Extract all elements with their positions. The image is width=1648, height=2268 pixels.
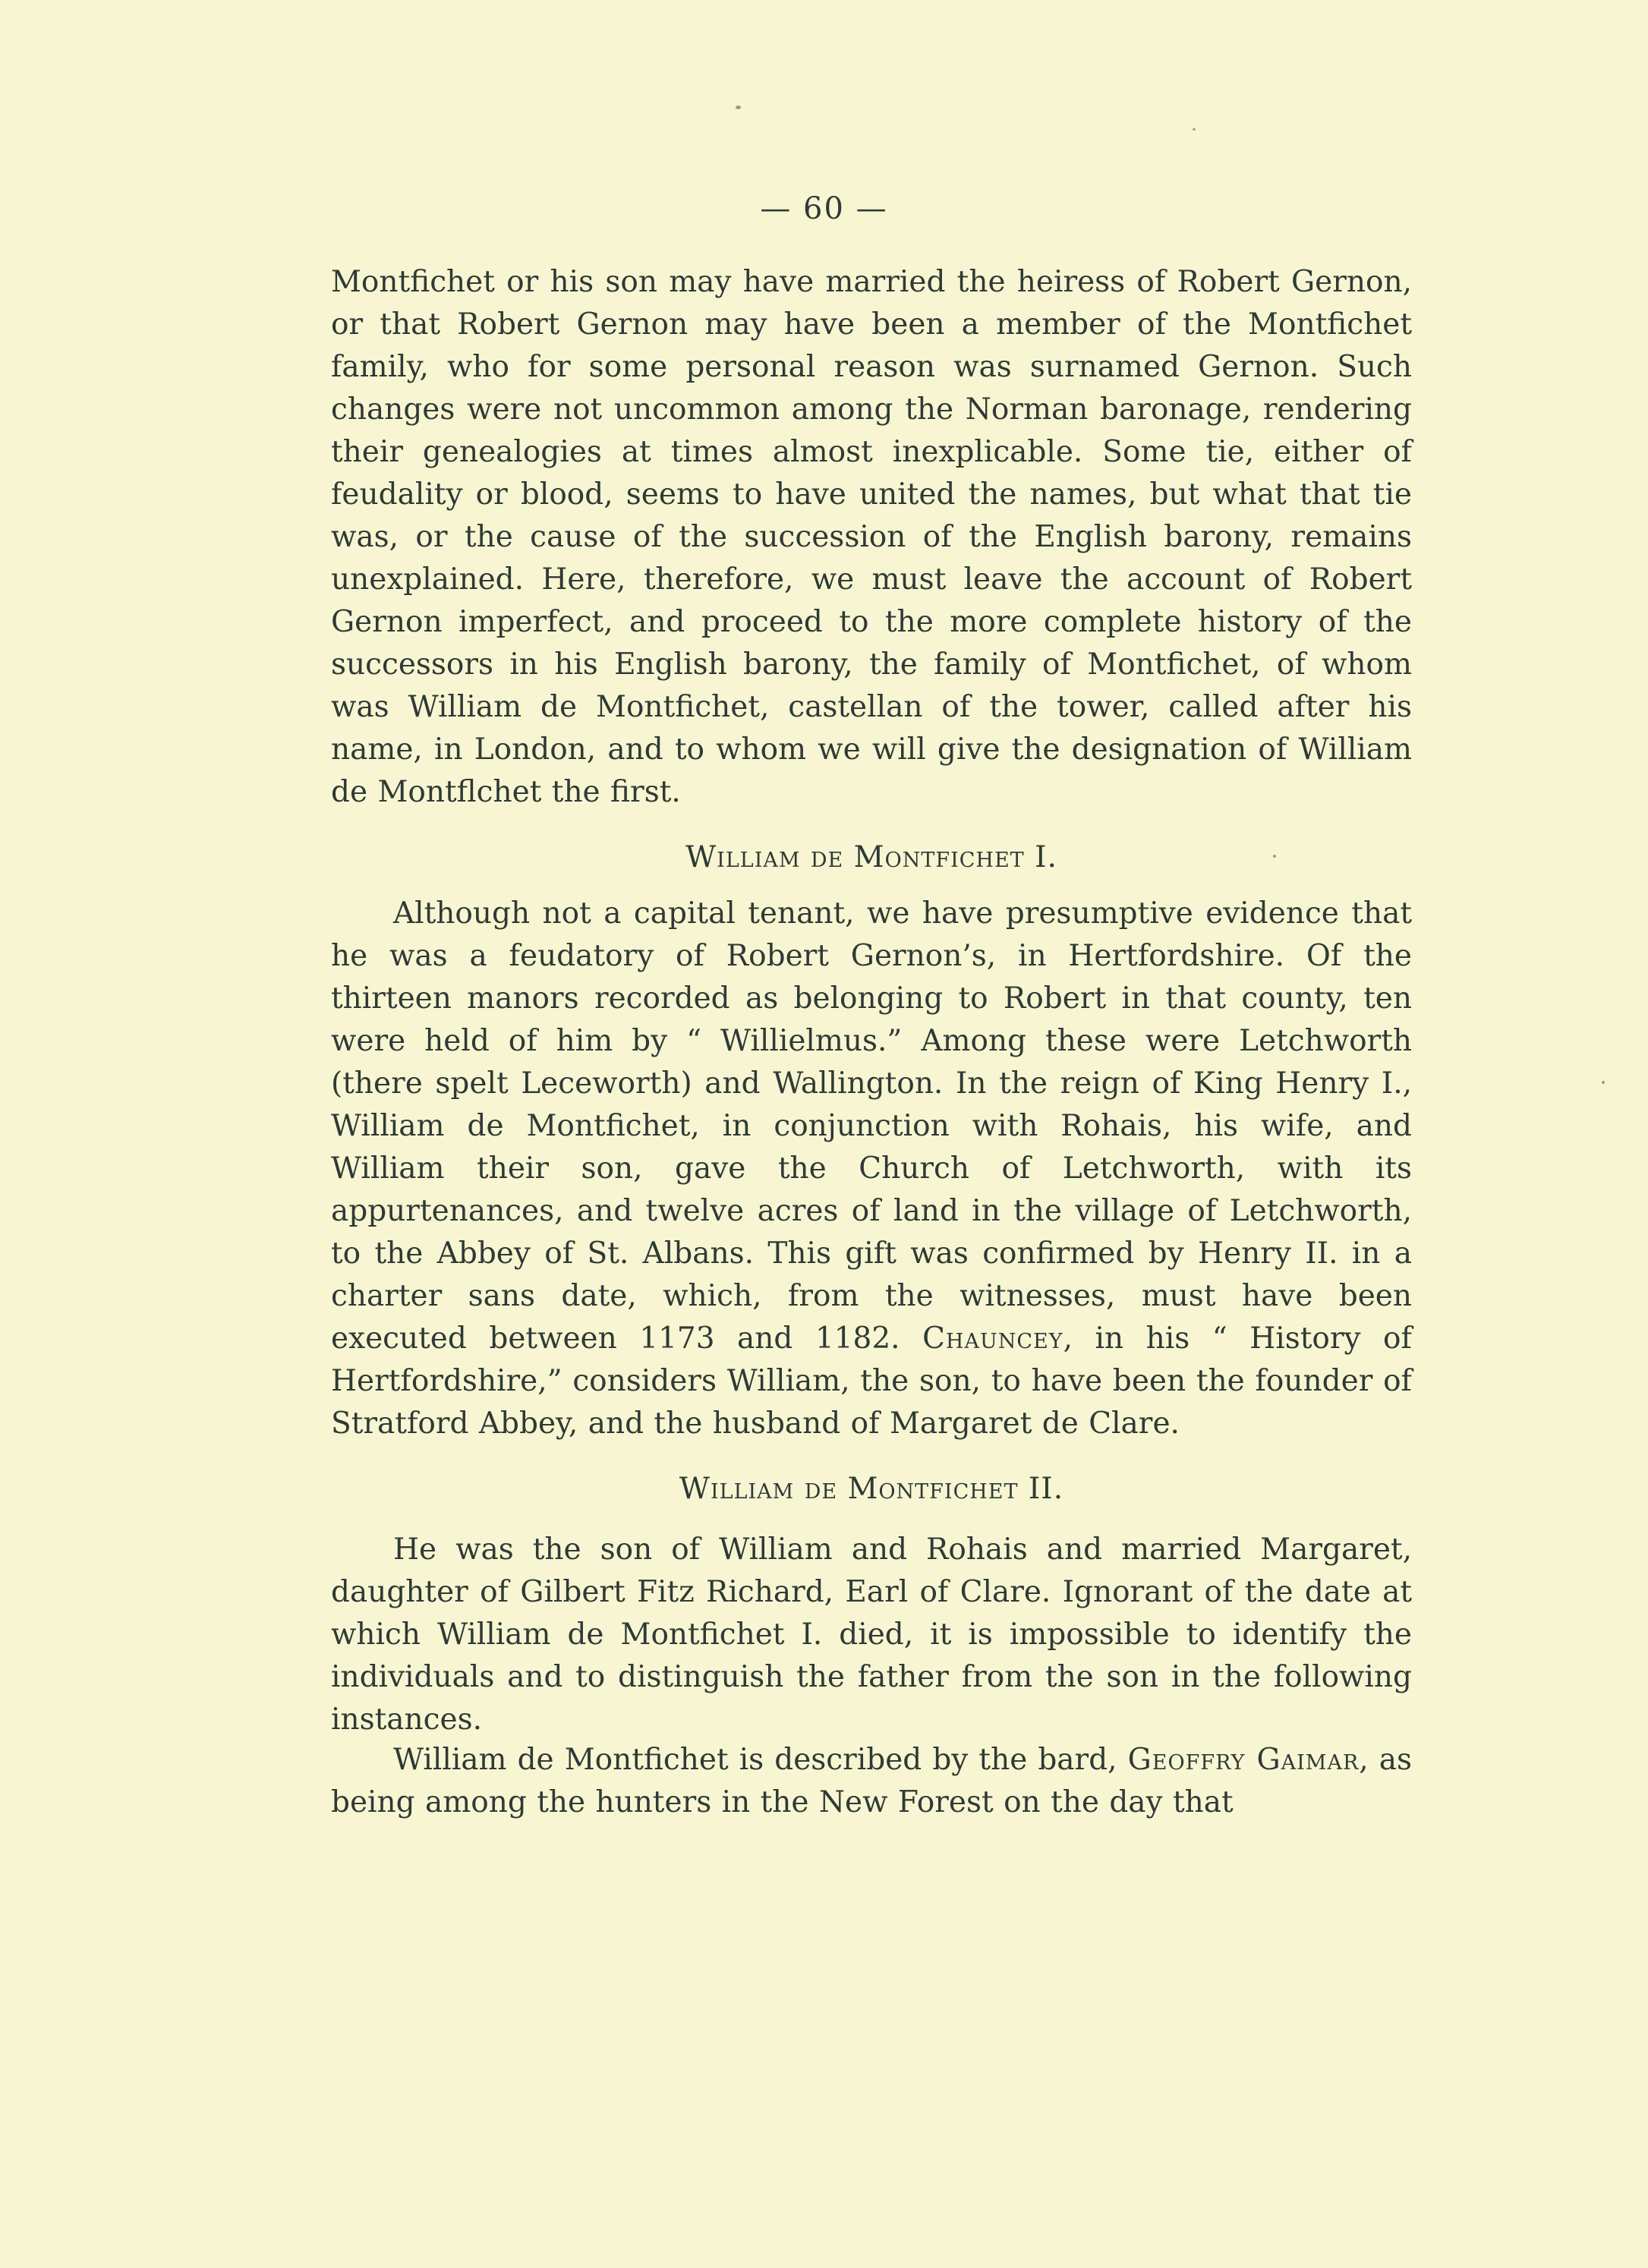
paragraph-2 [331, 893, 1412, 1445]
paragraph-4-block [331, 1739, 1412, 1824]
geoffry-gaimar-name: Geoffry Gaimar [1127, 1743, 1360, 1777]
paragraph-2-text-2: , in his “ History of Hertfordshire,” considers William, the son, to have been the founder of Stratford Abbey, and the husband of Margaret de Clare. [331, 1321, 1412, 1441]
paper-speck [736, 106, 741, 109]
paper-speck [1273, 855, 1276, 858]
heading-william-de-montfichet-i: William de Montfichet I. [685, 840, 1057, 874]
paragraph-3-block [331, 1529, 1412, 1741]
page-number: — 60 — [760, 191, 888, 226]
paragraph-1: Montfichet or his son may have married the heiress of Robert Gernon, or that Robert Gernon may have been a member of the Montfichet family, who for some personal reason was surnamed Gernon. Such changes were not uncommon among the Norman baronage, rendering their genealogies at times almost inexplicable. Some tie, either of feudality or blood, seems to have united the names, but what that tie was, or the cause of the succession of the English barony, remains unexplained. Here, therefore, we must leave the account of Robert Gernon imperfect, and proceed to the more complete history of the successors in his English barony, the family of Montfichet, of whom was William de Montfichet, castellan of the tower, called after his name, in London, and to whom we will give the designation of William de Montflchet the first. [331, 265, 1412, 809]
paper-speck [1193, 128, 1196, 131]
paragraph-4 [331, 1739, 1412, 1824]
paragraph-2-text-1: Although not a capital tenant, we have presumptive evidence that he was a feudatory of Robert Gernon’s, in Hertfordshire. Of the thirteen manors recorded as belonging to Robert in that county, ten were held of him by “ Willielmus.” Among these were Letchworth (there spelt Leceworth) and Wallington. In the reign of King Henry I., William de Montfichet, in conjunction with Rohais, his wife, and William their son, gave the Church of Letchworth, with its appurtenances, and twelve acres of land in the village of Letchworth, to the Abbey of St. Albans. This gift was confirmed by Henry II. in a charter sans date, which, from the witnesses, must have been executed between 1173 and 1182. [331, 896, 1412, 1356]
paragraph-1-block [331, 261, 1412, 814]
paragraph-4-text-1: William de Montfichet is described by the bard, [393, 1743, 1128, 1777]
paragraph-3: He was the son of William and Rohais and married Margaret, daughter of Gilbert Fitz Richard, Earl of Clare. Ignorant of the date at which William de Montfichet I. died, it is impossible to identify the individuals and to distinguish the father from the son in the following instances. [331, 1532, 1412, 1737]
chauncey-name: Chauncey [922, 1321, 1063, 1356]
paragraph-4-text-2: , as being among the hunters in the New Forest on the day that [331, 1743, 1413, 1819]
paper-speck [1602, 1081, 1605, 1084]
paragraph-2-block [331, 893, 1412, 1445]
heading-william-de-montfichet-ii: William de Montfichet II. [679, 1472, 1064, 1506]
